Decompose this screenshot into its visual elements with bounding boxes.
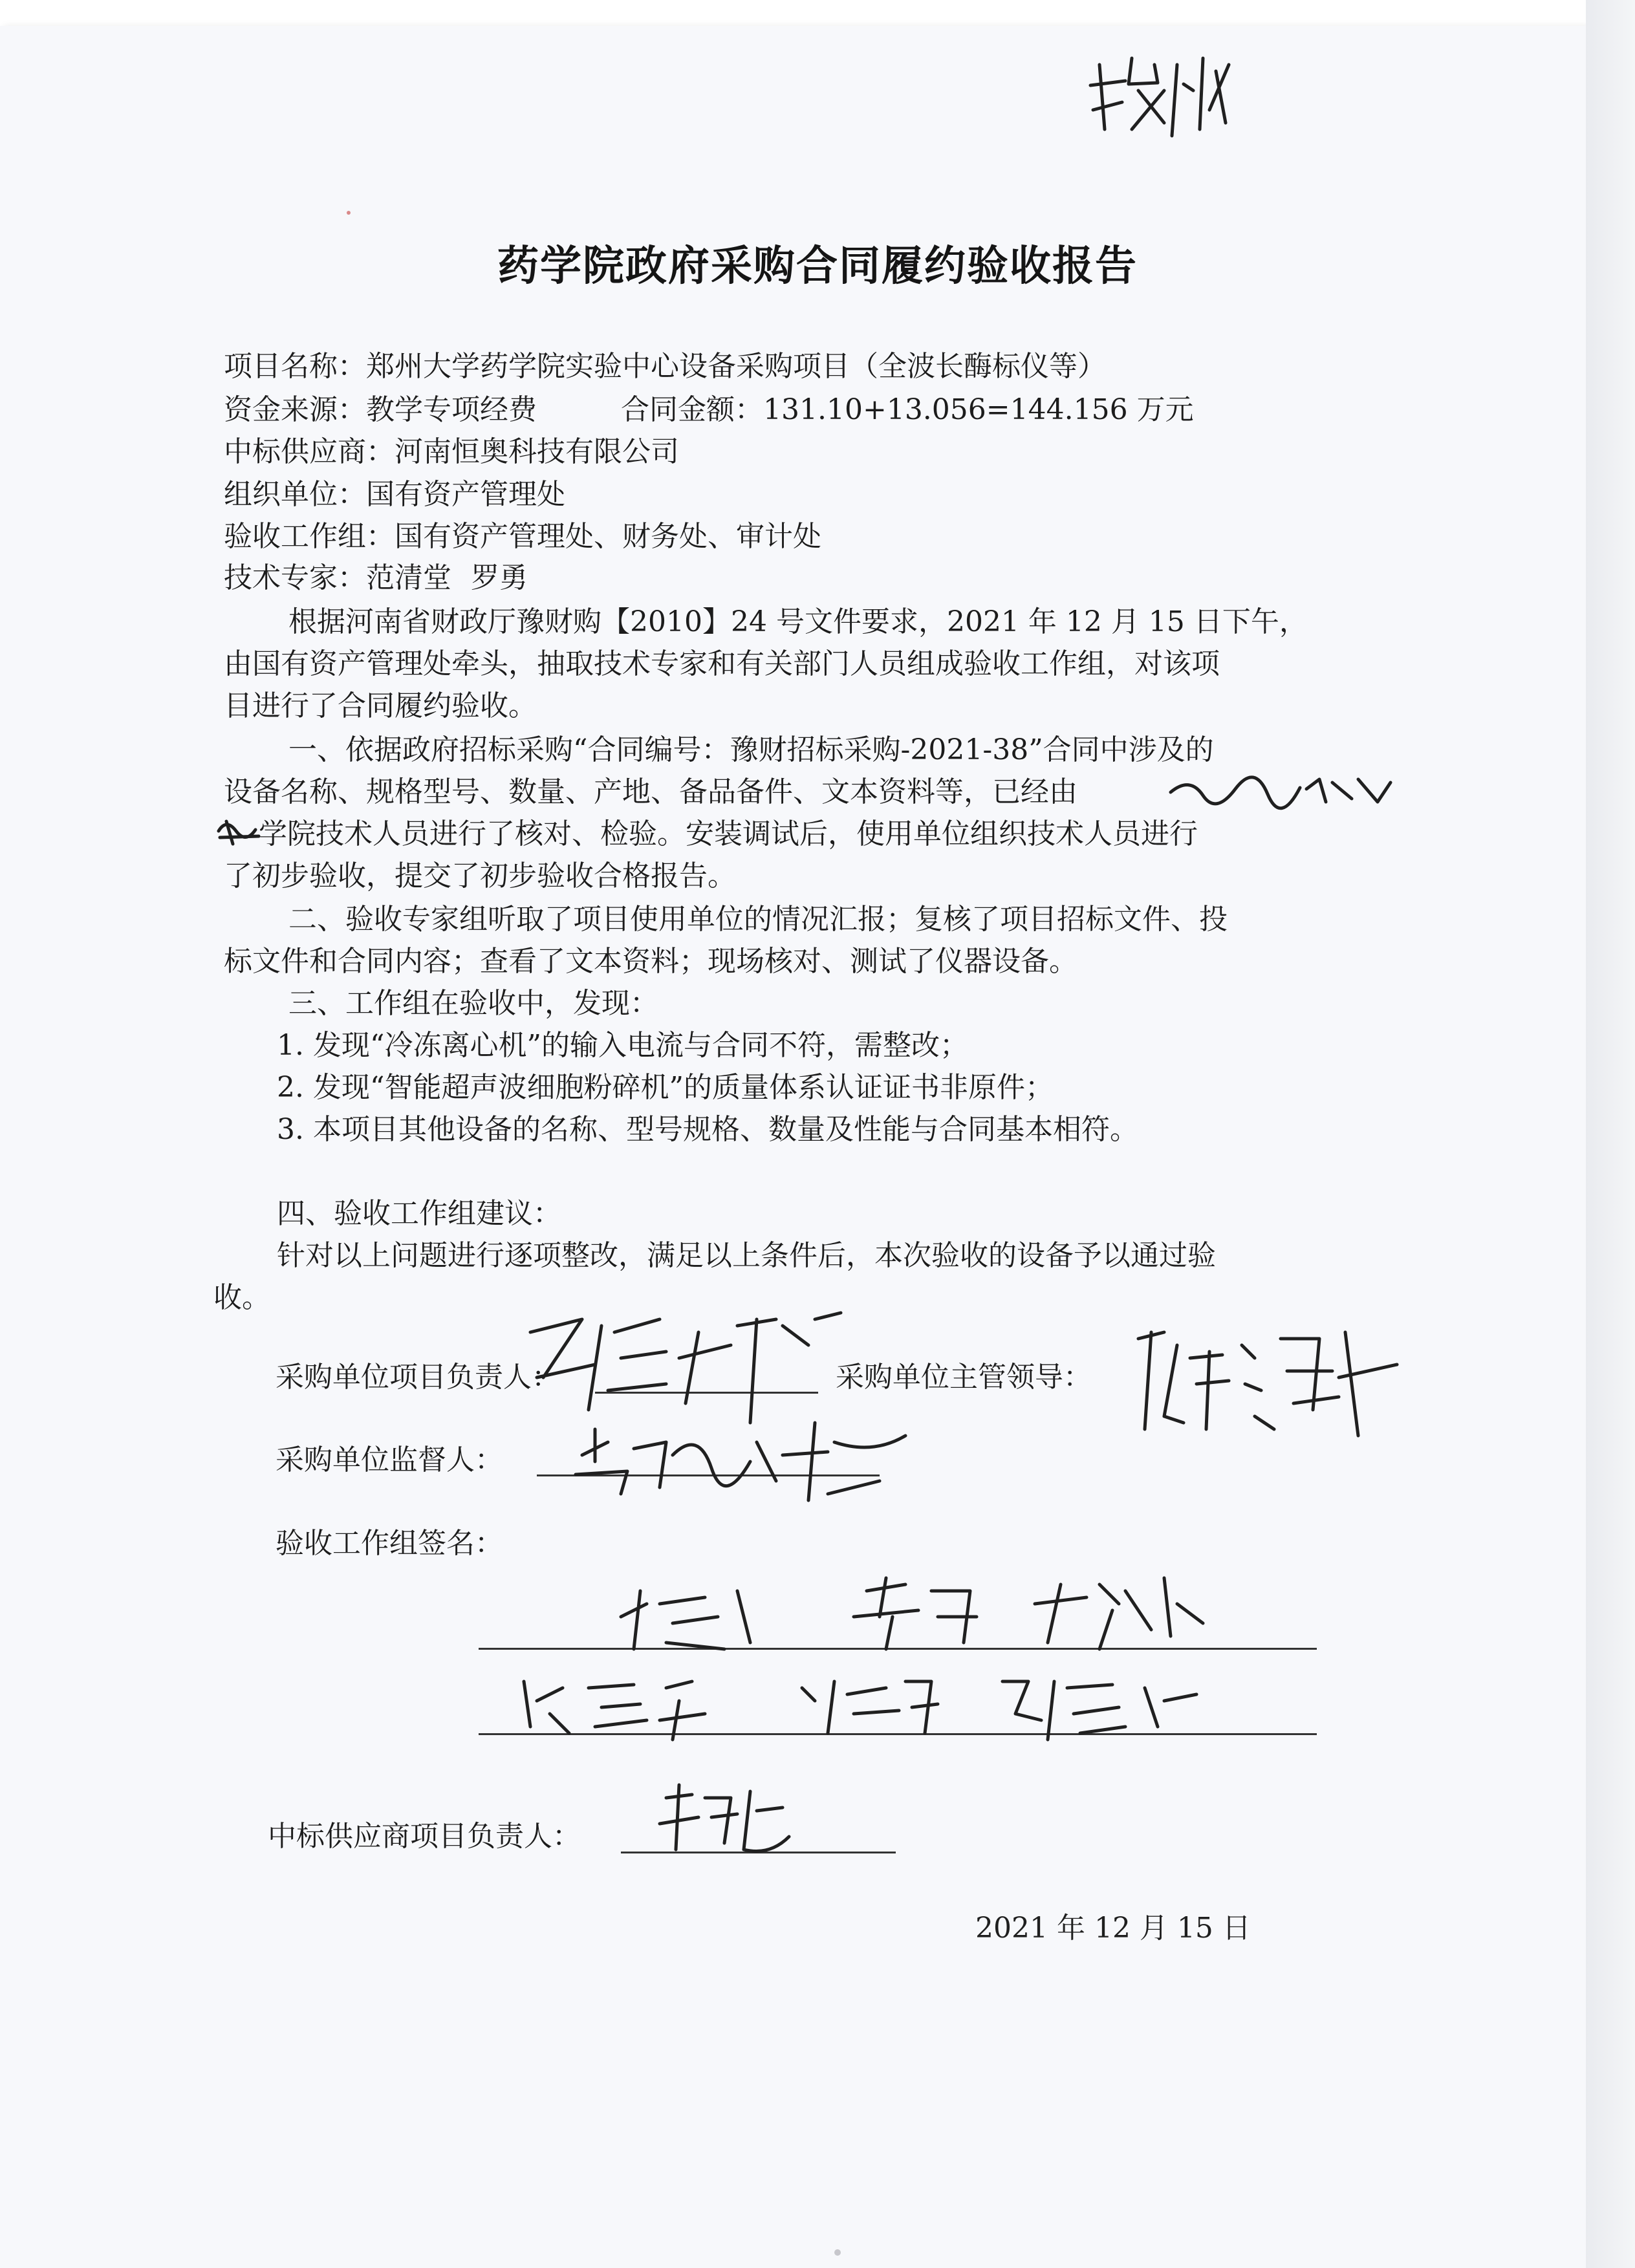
expert-name: 罗勇: [471, 561, 528, 594]
handwritten-correction: [1164, 770, 1403, 815]
supervisor-label: 采购单位主管领导：: [836, 1361, 1092, 1394]
supplier-lead-label: 中标供应商项目负责人：: [268, 1820, 581, 1853]
finding-1: 1. 发现“冷冻离心机”的输入电流与合同不符，需整改；: [277, 1029, 968, 1062]
para1-line1: 根据河南省财政厅豫财购【2010】24 号文件要求，2021 年 12 月 15 日下午，: [288, 605, 1308, 638]
fund-source: 资金来源：教学专项经费: [224, 393, 537, 426]
para2-line4: 了初步验收，提交了初步验收合格报告。: [224, 859, 736, 892]
supervisor-signature: [1125, 1319, 1410, 1442]
report-date: 2021 年 12 月 15 日: [975, 1912, 1251, 1945]
document-title: 药学院政府采购合同履约验收报告: [497, 243, 1138, 290]
scan-edge: [1586, 0, 1635, 2268]
handwritten-correction: [213, 812, 265, 850]
monitor-signature: [569, 1416, 918, 1507]
experts-line: [224, 557, 528, 599]
supplier-line: 中标供应商：河南恒奥科技有限公司: [224, 435, 679, 468]
suggestion-line2: 收。: [213, 1281, 270, 1314]
scan-speck: [834, 2249, 841, 2256]
monitor-label: 采购单位监督人：: [276, 1443, 503, 1476]
contract-amount: 合同金额：131.10+13.056=144.156 万元: [621, 393, 1194, 426]
organizer-line: 组织单位：国有资产管理处: [224, 478, 565, 511]
para2-line3: 学院技术人员进行了核对、检验。安装调试后，使用单位组织技术人员进行: [259, 817, 1198, 850]
para3-line2: 标文件和合同内容；查看了文本资料；现场核对、测试了仪器设备。: [224, 945, 1077, 978]
para2-line1: 一、依据政府招标采购“合同编号：豫财招标采购-2021-38”合同中涉及的: [288, 733, 1214, 766]
group-sign-label: 验收工作组签名：: [276, 1527, 503, 1560]
finding-2: 2. 发现“智能超声波细胞粉碎机”的质量体系认证证书非原件；: [277, 1071, 1054, 1104]
scan-speck: [347, 211, 351, 215]
para1-line2: 由国有资产管理处牵头，抽取技术专家和有关部门人员组成验收工作组，对该项: [224, 647, 1220, 680]
project-lead-label: 采购单位项目负责人：: [276, 1361, 560, 1394]
handwritten-note-baozhang: [1087, 45, 1242, 142]
group-signatures-row1: [608, 1565, 1268, 1662]
expert-name: 范清堂: [366, 561, 451, 594]
group-signatures-row2: [511, 1662, 1235, 1753]
findings-heading: 三、工作组在验收中，发现：: [288, 987, 658, 1020]
experts-label: 技术专家：: [224, 561, 366, 594]
finding-3: 3. 本项目其他设备的名称、型号规格、数量及性能与合同基本相符。: [277, 1113, 1138, 1146]
para3-line1: 二、验收专家组听取了项目使用单位的情况汇报；复核了项目招标文件、投: [288, 903, 1228, 936]
para1-line3: 目进行了合同履约验收。: [224, 689, 537, 722]
acceptance-group-line: 验收工作组：国有资产管理处、财务处、审计处: [224, 520, 821, 553]
suggestion-heading: 四、验收工作组建议：: [277, 1197, 561, 1230]
para2-line2: 设备名称、规格型号、数量、产地、备品备件、文本资料等，已经由: [224, 775, 1077, 808]
project-name-line: 项目名称：郑州大学药学院实验中心设备采购项目（全波长酶标仪等）: [224, 350, 1106, 383]
fund-line: [224, 389, 1194, 431]
suggestion-line1: 针对以上问题进行逐项整改，满足以上条件后，本次验收的设备予以通过验: [277, 1239, 1216, 1272]
supplier-lead-signature: [653, 1778, 802, 1863]
